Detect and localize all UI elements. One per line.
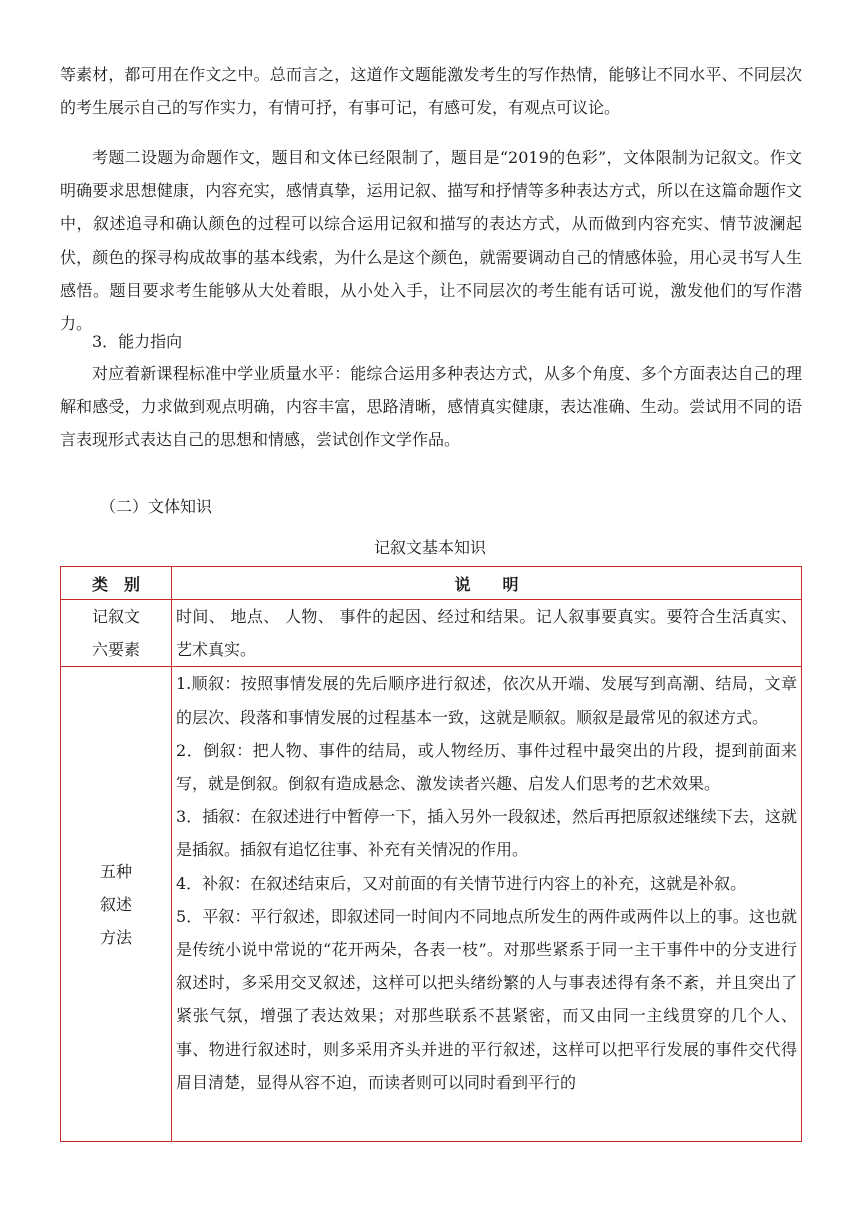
- category-five-methods: [61, 667, 172, 1142]
- category-six-elements: [61, 600, 172, 667]
- description-five-methods: [172, 667, 802, 1142]
- method-item-parallel: 5．平叙：平行叙述，即叙述同一时间内不同地点所发生的两件或两件以上的事。这也就是传统小说中常说的“花开两朵，各表一枝”。对那些紧系于同一主干事件中的分支进行叙述时，多采用交叉叙述，这样可以把头绪纷繁的人与事表述得有条不紊，并且突出了紧张气氛，增强了表达效果；对那些联系不甚紧密，而又由同一主线贯穿的几个人、事、物进行叙述时，则多采用齐头并进的平行叙述，这样可以把平行发展的事件交代得眉目清楚，显得从容不迫，而读者则可以同时看到平行的: [176, 906, 797, 1092]
- method-item-chronological: 1.顺叙：按照事情发展的先后顺序进行叙述，依次从开端、发展写到高潮、结局，文章的层次、段落和事情发展的过程基本一致，这就是顺叙。顺叙是最常见的叙述方式。: [176, 674, 797, 727]
- table-row: [61, 600, 802, 667]
- table-row: [61, 667, 802, 1142]
- paragraph-essay-summary: 等素材，都可用在作文之中。总而言之，这道作文题能激发考生的写作热情，能够让不同水平、不同层次的考生展示自己的写作实力，有情可抒，有事可记，有感可发，有观点可议论。: [60, 65, 802, 118]
- table-caption: 记叙文基本知识: [373, 538, 486, 557]
- description-text: 时间、 地点、 人物、 事件的起因、经过和结果。记人叙事要真实。要符合生活真实、艺术真实。: [176, 607, 797, 660]
- method-item-flashback: 2．倒叙：把人物、事件的结局，或人物经历、事件过程中最突出的片段，提到前面来写，就是倒叙。倒叙有造成悬念、激发读者兴趣、启发人们思考的艺术效果。: [176, 740, 797, 794]
- header-description: 说 明: [172, 567, 802, 600]
- description-six-elements: [172, 600, 802, 667]
- paragraph-question-two: 考题二设题为命题作文，题目和文体已经限制了，题目是“2019的色彩”，文体限制为记叙文。作文明确要求思想健康，内容充实，感情真挚，运用记叙、描写和抒情等多种表达方式，所以在这篇命题作文中，叙述追寻和确认颜色的过程可以综合运用记叙和描写的表达方式，从而做到内容充实、情节波澜起伏，颜色的探寻构成故事的基本线索，为什么是这个颜色，就需要调动自己的情感体验，用心灵书写人生感悟。题目要求考生能够从大处着眼，从小处入手，让不同层次的考生能有话可说，激发他们的写作潜力。: [60, 148, 802, 334]
- method-item-interpolation: 3．插叙：在叙述进行中暂停一下，插入另外一段叙述，然后再把原叙述继续下去，这就是插叙。插叙有追忆往事、补充有关情况的作用。: [176, 807, 797, 860]
- header-category: 类 别: [61, 567, 172, 600]
- paragraph-ability: 对应着新课程标准中学业质量水平：能综合运用多种表达方式，从多个角度、多个方面表达自己的理解和感受，力求做到观点明确，内容丰富，思路清晰，感情真实健康，表达准确、生动。尝试用不同的语言表现形式表达自己的思想和情感，尝试创作文学作品。: [60, 364, 802, 450]
- subheading-ability: 3．能力指向: [92, 332, 183, 351]
- method-item-supplementary: 4．补叙：在叙述结束后，又对前面的有关情节进行内容上的补充，这就是补叙。: [176, 873, 747, 893]
- section-heading: （二）文体知识: [100, 497, 213, 516]
- category-label: 记叙文 六要素: [91, 607, 140, 660]
- table-header-row: [61, 567, 802, 600]
- narrative-knowledge-table: [60, 566, 802, 1142]
- category-label: 五种 叙述 方法: [99, 861, 132, 947]
